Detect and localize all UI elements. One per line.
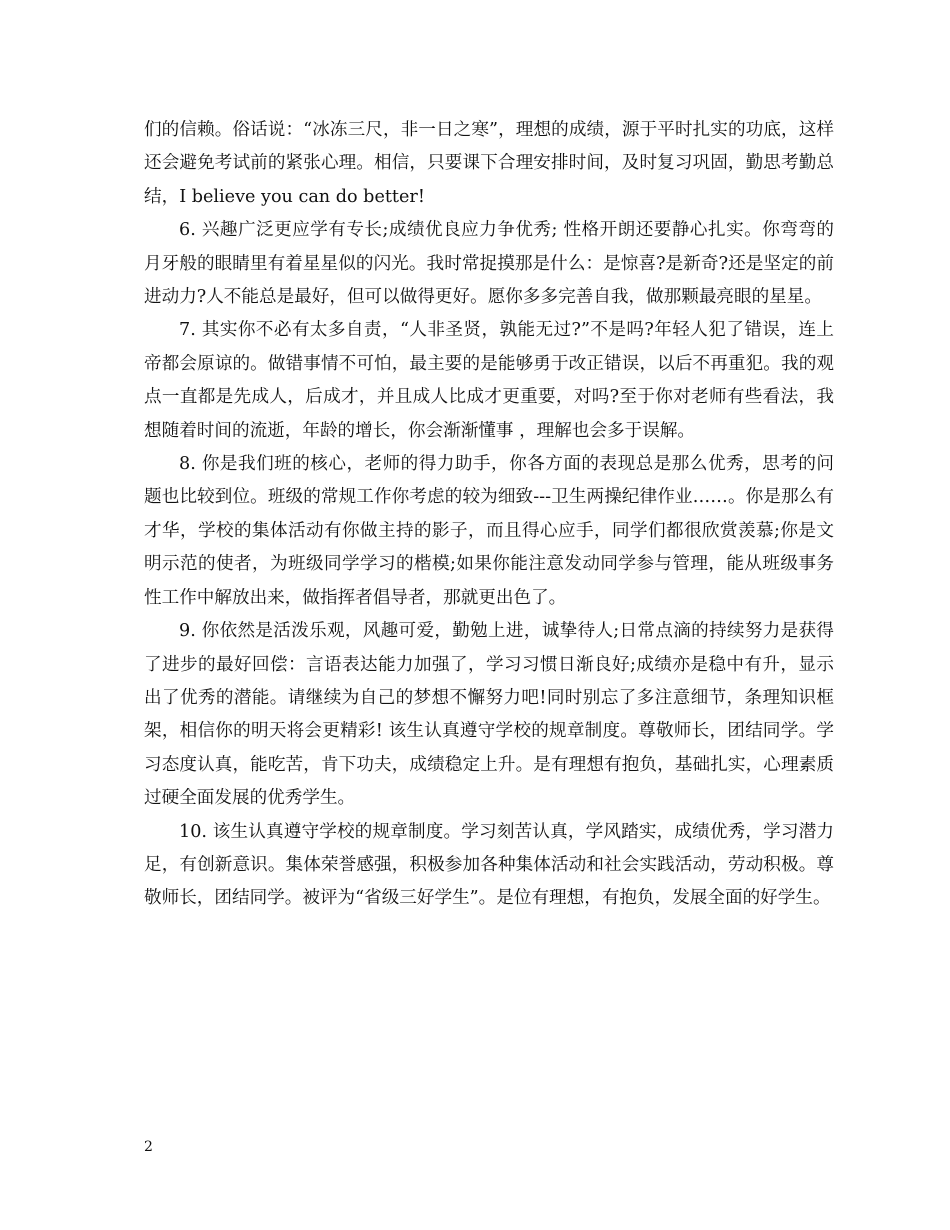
paragraph-item-10: 10. 该生认真遵守学校的规章制度。学习刻苦认真，学风踏实，成绩优秀，学习潜力足，有创新意识。集体荣誉感强，积极参加各种集体活动和社会实践活动，劳动积极。尊敬师长，团结同学。被评为“省级三好学生”。是位有理想，有抱负，发展全面的好学生。 — [144, 821, 834, 909]
paragraph-item-6: 6. 兴趣广泛更应学有专长;成绩优良应力争优秀; 性格开朗还要静心扎实。你弯弯的月牙般的眼睛里有着星星似的闪光。我时常捉摸那是什么：是惊喜?是新奇?还是坚定的前进动力?人不能总是最好，但可以做得更好。愿你多多完善自我，做那颗最亮眼的星星。 — [144, 220, 834, 308]
paragraph-item-7: 7. 其实你不必有太多自责，“人非圣贤，孰能无过?”不是吗?年轻人犯了错误，连上帝都会原谅的。做错事情不可怕，最主要的是能够勇于改正错误，以后不再重犯。我的观点一直都是先成人，后成才，并且成人比成才更重要，对吗?至于你对老师有些看法，我想随着时间的流逝，年龄的增长，你会渐渐懂事 ，理解也会多于误解。 — [144, 320, 834, 441]
paragraph-item-8: 8. 你是我们班的核心，老师的得力助手，你各方面的表现总是那么优秀，思考的问题也比较到位。班级的常规工作你考虑的较为细致---卫生两操纪律作业……。你是那么有才华，学校的集体活动有你做主持的影子，而且得心应手，同学们都很欣赏羡慕;你是文明示范的使者，为班级同学学习的楷模;如果你能注意发动同学参与管理，能从班级事务性工作中解放出来，做指挥者倡导者，那就更出色了。 — [144, 454, 834, 608]
page-number: 2 — [144, 1139, 153, 1155]
paragraph-continuation: 们的信赖。俗话说：“冰冻三尺，非一日之寒”，理想的成绩，源于平时扎实的功底，这样还会避免考试前的紧张心理。相信，只要课下合理安排时间，及时复习巩固，勤思考勤总结，I believe you can do better! — [144, 120, 834, 207]
paragraph-item-9: 9. 你依然是活泼乐观，风趣可爱，勤勉上进，诚挚待人;日常点滴的持续努力是获得了进步的最好回偿：言语表达能力加强了，学习习惯日渐良好;成绩亦是稳中有升，显示出了优秀的潜能。请继续为自己的梦想不懈努力吧!同时别忘了多注意细节，条理知识框架，相信你的明天将会更精彩! 该生认真遵守学校的规章制度。尊敬师长，团结同学。学习态度认真，能吃苦，肯下功夫，成绩稳定上升。是有理想有抱负，基础扎实，心理素质过硬全面发展的优秀学生。 — [144, 621, 834, 809]
body-text — [144, 114, 834, 916]
